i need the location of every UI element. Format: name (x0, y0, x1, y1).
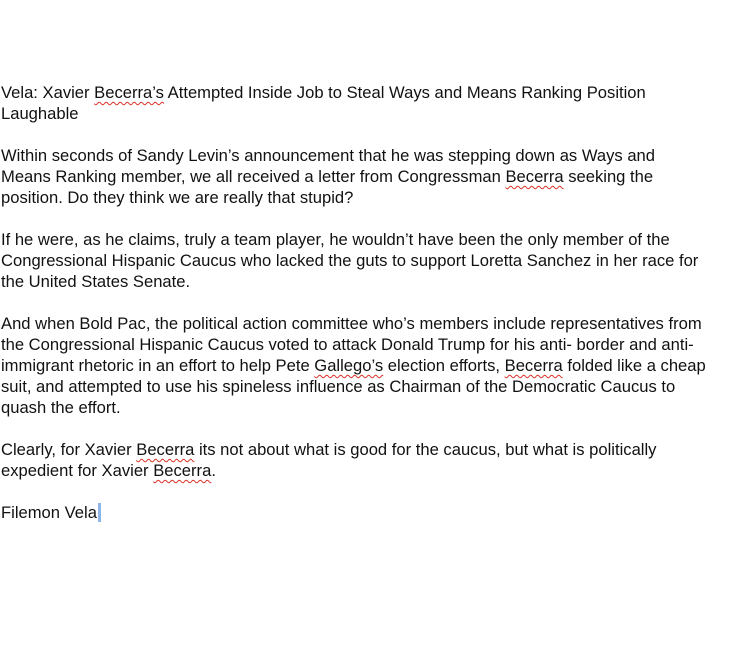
text-run: Attempted Inside Job to Steal Ways and Means Ranking Position (163, 83, 646, 102)
text-cursor (98, 503, 101, 522)
misspelled-word[interactable]: Becerra (153, 461, 212, 480)
paragraph-line (1, 439, 750, 460)
text-run: Vela: Xavier (1, 83, 95, 102)
text-run: expedient for Xavier (1, 461, 154, 480)
paragraph-2 (1, 229, 750, 292)
document-body[interactable] (1, 82, 750, 544)
misspelled-word[interactable]: Becerra (136, 440, 195, 459)
paragraph-line (1, 355, 750, 376)
paragraph-line (1, 460, 750, 481)
text-run: Means Ranking member, we all received a letter from Congressman (1, 167, 506, 186)
signature-line (1, 502, 750, 523)
paragraph-line: the Congressional Hispanic Caucus voted to attack Donald Trump for his anti- border and anti- (1, 335, 694, 354)
paragraph-3 (1, 313, 750, 418)
misspelled-word[interactable]: Gallego’s (314, 356, 384, 375)
paragraph-line: quash the effort. (1, 398, 121, 417)
text-run: . (211, 461, 216, 480)
document-title (1, 82, 750, 124)
misspelled-word[interactable]: Becerra (504, 356, 563, 375)
paragraph-line: If he were, as he claims, truly a team player, he wouldn’t have been the only member of the (1, 230, 670, 249)
paragraph-4 (1, 439, 750, 481)
misspelled-word[interactable]: Becerra’s (94, 83, 164, 102)
paragraph-line: the United States Senate. (1, 272, 191, 291)
text-run: folded like a cheap (562, 356, 706, 375)
text-run: its not about what is good for the caucus, but what is politically (194, 440, 657, 459)
paragraph-line: Within seconds of Sandy Levin’s announcement that he was stepping down as Ways and (1, 146, 656, 165)
paragraph-line: position. Do they think we are really that stupid? (1, 188, 354, 207)
signature (1, 502, 750, 523)
paragraph-line: Congressional Hispanic Caucus who lacked the guts to support Loretta Sanchez in her race for (1, 251, 699, 270)
paragraph-line: suit, and attempted to use his spineless influence as Chairman of the Democratic Caucus to (1, 377, 676, 396)
title-line-1 (1, 82, 750, 103)
text-run: Clearly, for Xavier (1, 440, 137, 459)
title-line-2: Laughable (1, 104, 79, 123)
text-run: seeking the (563, 167, 654, 186)
paragraph-1 (1, 145, 750, 208)
paragraph-line (1, 166, 750, 187)
text-run: election efforts, (383, 356, 505, 375)
misspelled-word[interactable]: Becerra (505, 167, 564, 186)
signature-text: Filemon Vela (1, 503, 97, 522)
text-run: immigrant rhetoric in an effort to help Pete (1, 356, 315, 375)
paragraph-line: And when Bold Pac, the political action committee who’s members include representatives from (1, 314, 702, 333)
